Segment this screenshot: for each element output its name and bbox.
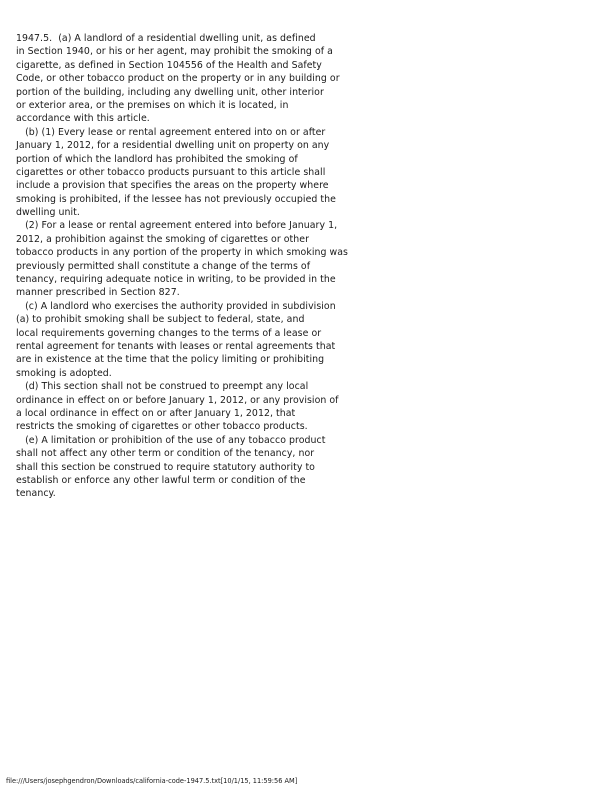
text-line: January 1, 2012, for a residential dwelling unit on property on any <box>16 140 330 152</box>
text-line: restricts the smoking of cigarettes or other tobacco products. <box>16 421 308 433</box>
text-line: (e) A limitation or prohibition of the use of any tobacco product <box>16 434 326 446</box>
text-line: dwelling unit. <box>16 207 80 219</box>
text-line: local requirements governing changes to the terms of a lease or <box>16 327 322 339</box>
text-line: shall this section be construed to require statutory authority to <box>16 461 315 473</box>
text-line: are in existence at the time that the policy limiting or prohibiting <box>16 354 325 366</box>
text-line: (d) This section shall not be construed to preempt any local <box>16 381 309 393</box>
text-line: cigarettes or other tobacco products pursuant to this article shall <box>16 166 326 178</box>
text-line: a local ordinance in effect on or after January 1, 2012, that <box>16 407 296 419</box>
text-line: portion of the building, including any dwelling unit, other interior <box>16 86 324 98</box>
text-line: smoking is adopted. <box>16 367 112 379</box>
text-line: (c) A landlord who exercises the authority provided in subdivision <box>16 300 336 312</box>
text-line: smoking is prohibited, if the lessee has not previously occupied the <box>16 193 336 205</box>
text-line: or exterior area, or the premises on which it is located, in <box>16 99 289 111</box>
page-footer-url: file:///Users/josephgendron/Downloads/california-code-1947.5.txt[10/1/15, 11:59:56 AM] <box>6 777 298 785</box>
text-line: tobacco products in any portion of the property in which smoking was <box>16 247 348 259</box>
statute-text <box>16 32 376 501</box>
text-line: in Section 1940, or his or her agent, may prohibit the smoking of a <box>16 46 333 58</box>
text-line: manner prescribed in Section 827. <box>16 287 180 299</box>
text-line: accordance with this article. <box>16 113 150 125</box>
text-line: ordinance in effect on or before January 1, 2012, or any provision of <box>16 394 339 406</box>
text-line: (2) For a lease or rental agreement entered into before January 1, <box>16 220 338 232</box>
text-line: shall not affect any other term or condition of the tenancy, nor <box>16 448 315 460</box>
text-line: (b) (1) Every lease or rental agreement entered into on or after <box>16 126 326 138</box>
text-line: establish or enforce any other lawful term or condition of the <box>16 474 306 486</box>
text-line: previously permitted shall constitute a change of the terms of <box>16 260 311 272</box>
text-line: cigarette, as defined in Section 104556 of the Health and Safety <box>16 59 322 71</box>
text-line: 1947.5. (a) A landlord of a residential dwelling unit, as defined <box>16 33 316 44</box>
text-line: Code, or other tobacco product on the property or in any building or <box>16 73 340 85</box>
text-line: (a) to prohibit smoking shall be subject to federal, state, and <box>16 314 305 326</box>
text-line: rental agreement for tenants with leases or rental agreements that <box>16 340 336 352</box>
text-line: tenancy, requiring adequate notice in writing, to be provided in the <box>16 274 336 286</box>
text-line: include a provision that specifies the areas on the property where <box>16 180 329 192</box>
text-line: tenancy. <box>16 488 56 500</box>
text-line: 2012, a prohibition against the smoking of cigarettes or other <box>16 233 309 245</box>
text-line: portion of which the landlord has prohibited the smoking of <box>16 153 298 165</box>
